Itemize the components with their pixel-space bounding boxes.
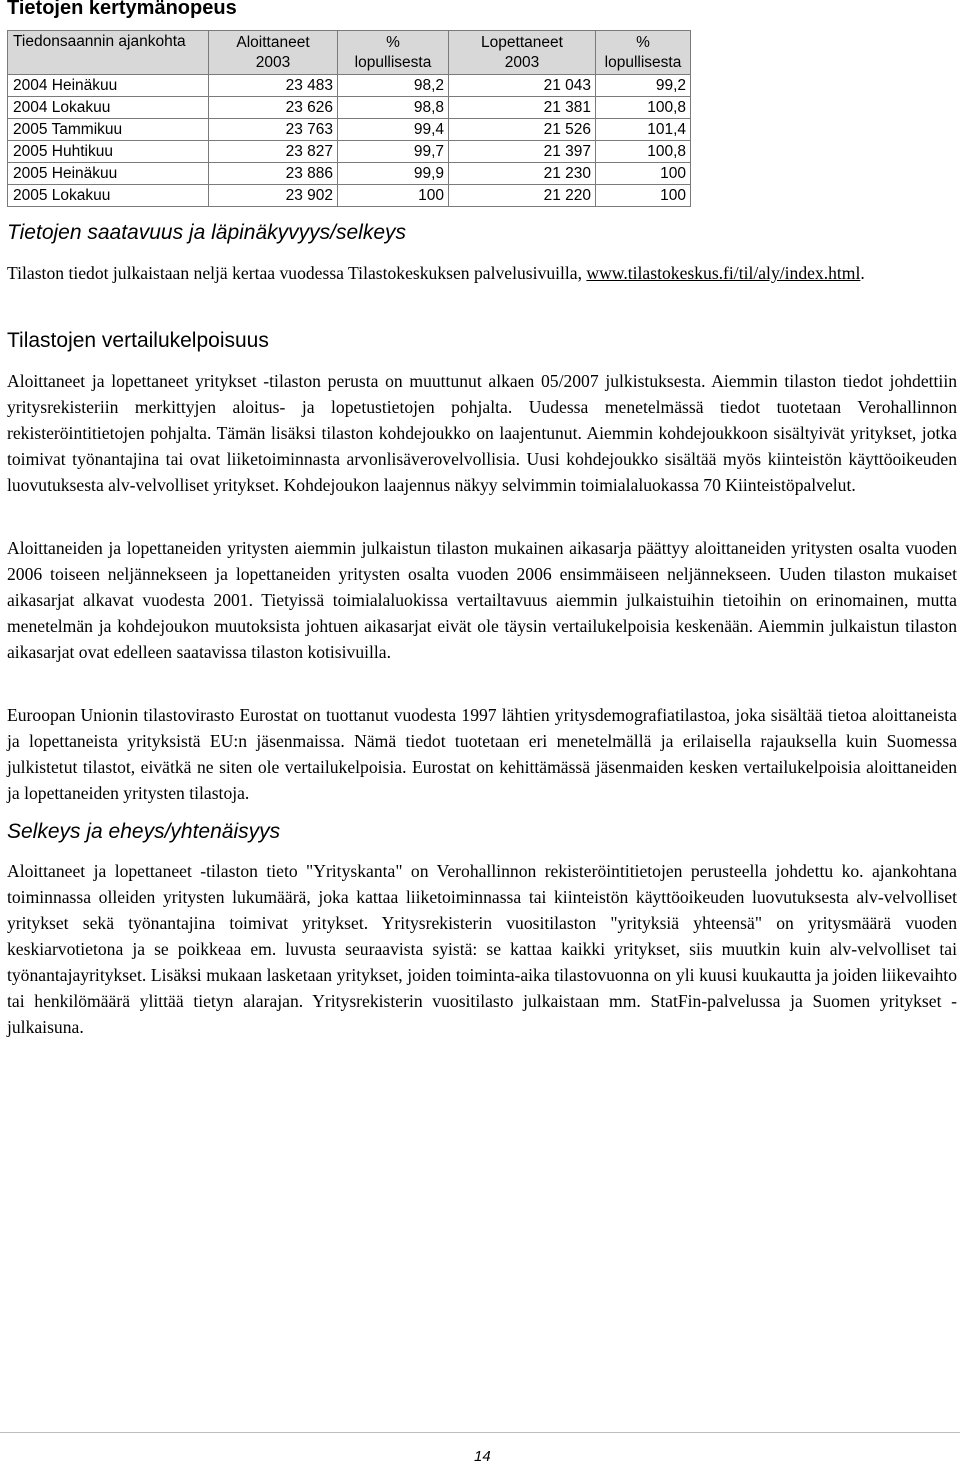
table-row (8, 185, 691, 207)
table-cell: 23 827 (209, 141, 338, 163)
page-number: 14 (474, 1448, 491, 1465)
table-cell: 21 381 (449, 97, 596, 119)
comparability-paragraph-1: Aloittaneet ja lopettaneet yritykset -tilaston perusta on muuttunut alkaen 05/2007 julkistuksesta. Aiemmin tilaston tiedot johdettiin yritysrekisteriin merkittyjen aloitus- ja lopetustietojen pohjalta. Uudessa menetelmässä tiedot tuotetaan Verohallinnon rekisteröintitietojen pohjalta. Tämän lisäksi tilaston kohdejoukko on laajentunut. Aiemmin kohdejoukkoon sisältyivät yritykset, jotka toimivat työnantajina tai ovat liiketoiminnasta arvonlisäverovelvollisia. Uusi kohdejoukko sisältää myös kiinteistön käyttöoikeuden luovutuksesta alv-velvolliset yritykset. Kohdejoukon laajennus näkyy selvimmin toimialaluokassa 70 Kiinteistöpalvelut. (7, 371, 957, 495)
column-header: Tiedonsaannin ajankohta (8, 31, 209, 75)
availability-text: Tilaston tiedot julkaistaan neljä kertaa vuodessa Tilastokeskuksen palvelusivuilla, (7, 263, 582, 283)
statistics-link[interactable]: www.tilastokeskus.fi/til/aly/index.html (586, 263, 861, 283)
table-row (8, 141, 691, 163)
heading-comparability: Tilastojen vertailukelpoisuus (7, 329, 269, 352)
table-cell: 100 (596, 185, 691, 207)
table-cell: 100,8 (596, 141, 691, 163)
availability-end: . (860, 263, 865, 283)
heading-availability: Tietojen saatavuus ja läpinäkyvyys/selkeys (7, 221, 407, 244)
availability-paragraph (7, 260, 957, 286)
table-cell: 23 483 (209, 75, 338, 97)
footer-divider (0, 1432, 960, 1433)
table-cell: 98,2 (338, 75, 449, 97)
section-title: Tietojen kertymänopeus (7, 0, 237, 19)
heading-clarity: Selkeys ja eheys/yhtenäisyys (7, 820, 281, 843)
table-cell: 2004 Lokakuu (8, 97, 209, 119)
table-cell: 21 397 (449, 141, 596, 163)
table-header-row (8, 31, 691, 75)
table-row (8, 163, 691, 185)
table-cell: 21 230 (449, 163, 596, 185)
table-cell: 2005 Huhtikuu (8, 141, 209, 163)
table-cell: 21 526 (449, 119, 596, 141)
table-cell: 101,4 (596, 119, 691, 141)
table-cell: 23 902 (209, 185, 338, 207)
data-table (7, 30, 691, 207)
table-cell: 98,8 (338, 97, 449, 119)
column-header: % lopullisesta (596, 31, 691, 75)
table-cell: 99,9 (338, 163, 449, 185)
clarity-paragraph: Aloittaneet ja lopettaneet -tilaston tieto "Yrityskanta" on Verohallinnon rekisteröintitietojen perusteella johdettu ko. ajankohtana toiminnassa olleiden yritysten lukumäärä, joka kattaa liiketoiminnassa tai kiinteistön käyttöoikeuden luovutuksesta alv-velvolliset yritykset sekä työnantajina toimivat yritykset. Yritysrekisterin vuositilaston "yrityksiä yhteensä" on yritysmäärä vuoden keskiarvotietona ja se poikkeaa em. luvusta seuraavista syistä: se kattaa kaikki yritykset, siis muutkin kuin alv-velvolliset tai työnantajayritykset. Lisäksi mukaan lasketaan yritykset, joiden toiminta-aika tilastovuonna on yli kuusi kuukautta ja joiden liikevaihto tai henkilömäärä ylittää tietyn alarajan. Yritysrekisterin vuositilasto julkaistaan mm. StatFin-palvelussa ja Suomen yritykset -julkaisuna. (7, 861, 957, 1037)
table-cell: 21 043 (449, 75, 596, 97)
table-cell: 2005 Tammikuu (8, 119, 209, 141)
table-cell: 2004 Heinäkuu (8, 75, 209, 97)
table-row (8, 75, 691, 97)
table-cell: 2005 Lokakuu (8, 185, 209, 207)
table-cell: 100,8 (596, 97, 691, 119)
column-header: Lopettaneet 2003 (449, 31, 596, 75)
table-row (8, 97, 691, 119)
column-header: % lopullisesta (338, 31, 449, 75)
table-cell: 23 626 (209, 97, 338, 119)
comparability-paragraph-2: Aloittaneiden ja lopettaneiden yritysten aiemmin julkaistun tilaston mukainen aikasarja päättyy aloittaneiden yritysten osalta vuoden 2006 toiseen neljännekseen ja lopettaneiden yritysten osalta vuoden 2006 ensimmäiseen neljännekseen. Uuden tilaston mukaiset aikasarjat alkavat vuodesta 2001. Tietyissä toimialaluokissa vertailtavuus aiemmin julkaistuihin tietoihin on erinomainen, mutta menetelmän ja kohdejoukon muutoksista johtuen aikasarjat eivät ole täysin vertailukelpoisia keskenään. Aiemmin julkaistun tilaston aikasarjat ovat edelleen saatavissa tilaston kotisivuilla. (7, 538, 957, 662)
table-cell: 99,4 (338, 119, 449, 141)
table-cell: 21 220 (449, 185, 596, 207)
table-cell: 99,7 (338, 141, 449, 163)
table-cell: 100 (596, 163, 691, 185)
table-cell: 23 886 (209, 163, 338, 185)
comparability-paragraph-3: Euroopan Unionin tilastovirasto Eurostat on tuottanut vuodesta 1997 lähtien yritysdemografiatilastoa, joka sisältää tietoa aloittaneista ja lopettaneista yrityksistä EU:n jäsenmaissa. Nämä tiedot tuotetaan eri menetelmällä ja erilaisella rajauksella kuin Suomessa julkistetut tilastot, eivätkä ne siten ole vertailukelpoisia. Eurostat on kehittämässä jäsenmaiden kesken vertailukelpoisia aloittaneiden ja lopettaneiden yritysten tilastoja. (7, 705, 957, 803)
table-cell: 100 (338, 185, 449, 207)
table-row (8, 119, 691, 141)
table-cell: 2005 Heinäkuu (8, 163, 209, 185)
table-cell: 23 763 (209, 119, 338, 141)
table-cell: 99,2 (596, 75, 691, 97)
column-header: Aloittaneet 2003 (209, 31, 338, 75)
